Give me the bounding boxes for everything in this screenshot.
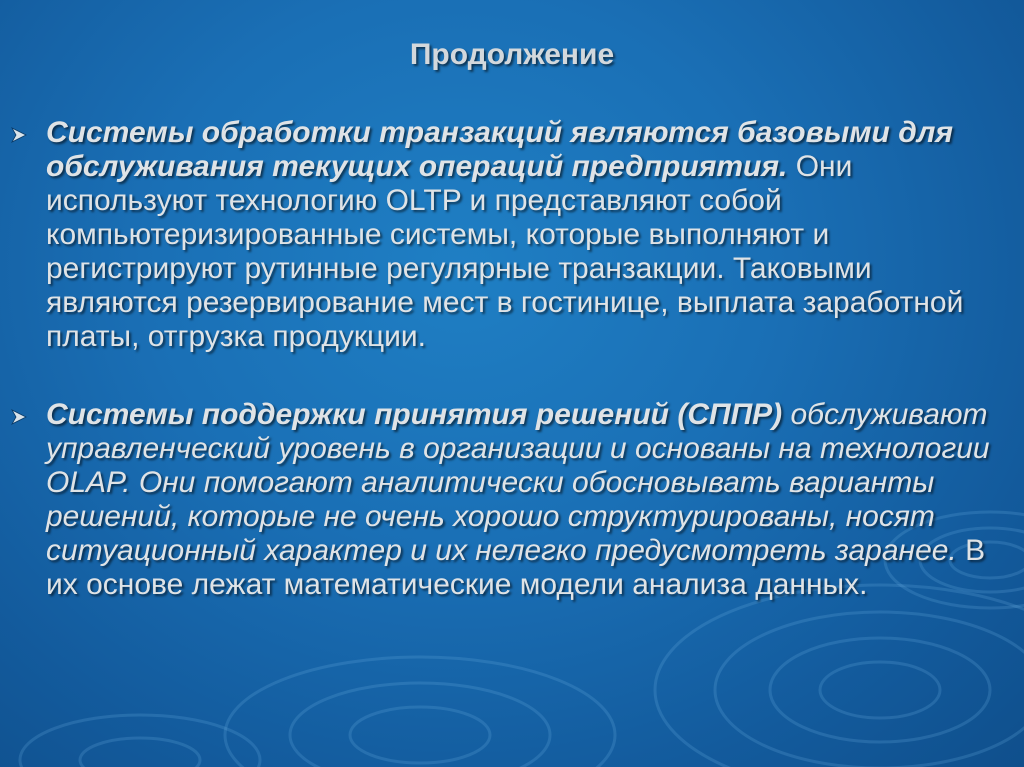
- bullet-emphasis: Системы обработки транзакций являются базовыми для обслуживания текущих операций предприятия.: [46, 116, 954, 183]
- bullet-italic: обслуживают управленческий уровень в организации и основаны на технологии OLAP. Они помогают аналитически обосновывать варианты решений, которые не очень хорошо структурированы, носят ситуационный характер и их нелегко предусмотреть заранее.: [46, 398, 990, 567]
- bullet-text: [46, 398, 1010, 602]
- slide-title: Продолжение: [409, 38, 615, 71]
- bullet-emphasis: Системы поддержки принятия решений (СППР): [46, 398, 783, 431]
- bullet-item: [10, 116, 1010, 354]
- bullet-text: [46, 116, 1010, 354]
- arrowhead-bullet-icon: [10, 398, 46, 426]
- bullet-body: В их основе лежат математические модели анализа данных.: [46, 534, 986, 601]
- arrowhead-bullet-icon: [10, 116, 46, 144]
- bullet-item: [10, 398, 1010, 602]
- bullet-body: Они используют технологию OLTP и представляют собой компьютеризированные системы, которые выполняют и регистрируют рутинные регулярные транзакции. Таковыми являются резервирование мест в гостинице, выплата заработной платы, отгрузка продукции.: [46, 150, 964, 353]
